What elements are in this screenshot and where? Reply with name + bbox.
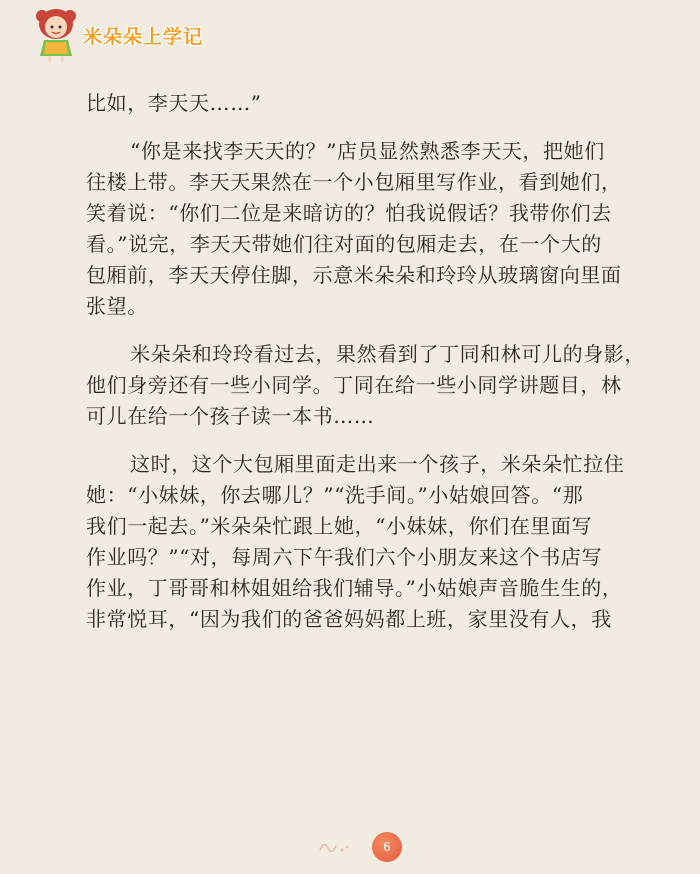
page-header — [0, 0, 700, 70]
paragraph — [86, 339, 686, 432]
decorative-swirl-icon — [316, 836, 356, 856]
text-line: 作业，丁哥哥和林姐姐给我们辅导。”小姑娘声音脆生生的， — [86, 576, 623, 600]
text-line: 非常悦耳，“因为我们的爸爸妈妈都上班，家里没有人，我 — [86, 607, 612, 631]
body-text — [86, 88, 686, 635]
paragraph-gap — [86, 322, 686, 339]
text-line: 我们一起去。”米朵朵忙跟上她，“小妹妹，你们在里面写 — [86, 514, 593, 538]
text-line: 看。”说完，李天天带她们往对面的包厢走去，在一个大的 — [86, 232, 602, 256]
paragraph — [86, 136, 686, 322]
text-line: 比如，李天天……” — [86, 91, 262, 115]
text-line: 他们身旁还有一些小同学。丁同在给一些小同学讲题目，林 — [86, 373, 622, 397]
text-line: “你是来找李天天的？”店员显然熟悉李天天，把她们 — [130, 139, 605, 163]
page-footer — [316, 830, 406, 864]
text-line: 这时，这个大包厢里面走出来一个孩子，米朵朵忙拉住 — [130, 452, 625, 476]
text-line: 可儿在给一个孩子读一本书…… — [86, 404, 375, 428]
paragraph-gap — [86, 119, 686, 136]
page-number: 6 — [372, 832, 402, 862]
text-line: 往楼上带。李天天果然在一个小包厢里写作业，看到她们， — [86, 170, 622, 194]
text-line: 米朵朵和玲玲看过去，果然看到了丁同和林可儿的身影， — [130, 342, 645, 366]
paragraph — [86, 449, 686, 635]
text-line: 包厢前，李天天停住脚，示意米朵朵和玲玲从玻璃窗向里面 — [86, 263, 622, 287]
paragraph-gap — [86, 432, 686, 449]
text-line: 作业吗？”“对，每周六下午我们六个小朋友来这个书店写 — [86, 545, 603, 569]
text-line: 她：“小妹妹，你去哪儿？”“洗手间。”小姑娘回答。“那 — [86, 483, 584, 507]
paragraph — [86, 88, 686, 119]
text-line: 笑着说：“你们二位是来暗访的？怕我说假话？我带你们去 — [86, 201, 612, 225]
girl-cartoon-icon — [30, 6, 82, 64]
text-line: 张望。 — [86, 294, 148, 318]
series-title: 米朵朵上学记 — [83, 26, 204, 48]
